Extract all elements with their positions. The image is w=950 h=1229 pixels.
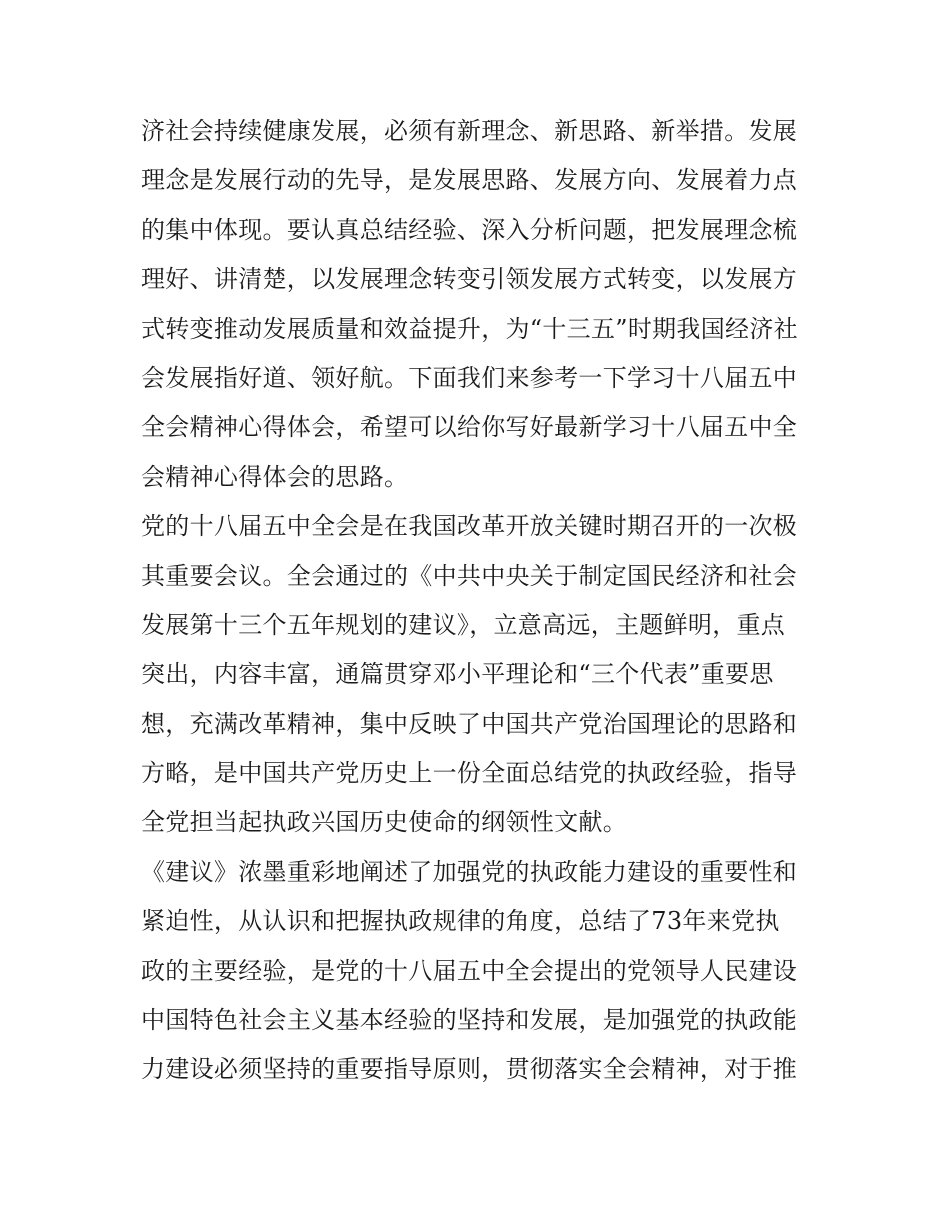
text-line: 济社会持续健康发展，必须有新理念、新思路、新举措。发展 xyxy=(141,117,798,145)
text-line: 理念是发展行动的先导，是发展思路、发展方向、发展着力点 xyxy=(141,166,798,195)
text-line: 发展第十三个五年规划的建议》，立意高远，主题鲜明，重点 xyxy=(141,610,786,639)
text-line: 方略，是中国共产党历史上一份全面总结党的执政经验，指导 xyxy=(141,759,798,788)
text-line: 式转变推动发展质量和效益提升，为“十三五”时期我国经济社 xyxy=(141,314,798,343)
text-line: 中国特色社会主义基本经验的坚持和发展，是加强党的执政能 xyxy=(141,1006,798,1035)
text-line: 力建设必须坚持的重要指导原则，贯彻落实全会精神，对于推 xyxy=(141,1055,798,1084)
text-line: 全会精神心得体会，希望可以给你写好最新学习十八届五中全 xyxy=(141,413,798,442)
text-line: 党的十八届五中全会是在我国改革开放关键时期召开的一次极 xyxy=(141,512,798,541)
text-line: 《建议》浓墨重彩地阐述了加强党的执政能力建设的重要性和 xyxy=(141,857,798,886)
text-line: 想，充满改革精神，集中反映了中国共产党治国理论的思路和 xyxy=(141,709,798,738)
text-line: 会精神心得体会的思路。 xyxy=(141,462,409,491)
text-line: 会发展指好道、领好航。下面我们来参考一下学习十八届五中 xyxy=(141,363,798,392)
document-body xyxy=(141,107,821,1095)
text-line: 的集中体现。要认真总结经验、深入分析问题，把发展理念梳 xyxy=(141,215,798,244)
text-line: 政的主要经验，是党的十八届五中全会提出的党领导人民建设 xyxy=(141,956,798,985)
text-line: 全党担当起执政兴国历史使命的纲领性文献。 xyxy=(141,808,627,837)
text-line: 其重要会议。全会通过的《中共中央关于制定国民经济和社会 xyxy=(141,561,798,590)
text-line: 理好、讲清楚，以发展理念转变引领发展方式转变，以发展方 xyxy=(141,265,798,294)
text-line: 紧迫性，从认识和把握执政规律的角度，总结了73年来党执 xyxy=(141,907,780,936)
text-line: 突出，内容丰富，通篇贯穿邓小平理论和“三个代表”重要思 xyxy=(141,660,774,689)
